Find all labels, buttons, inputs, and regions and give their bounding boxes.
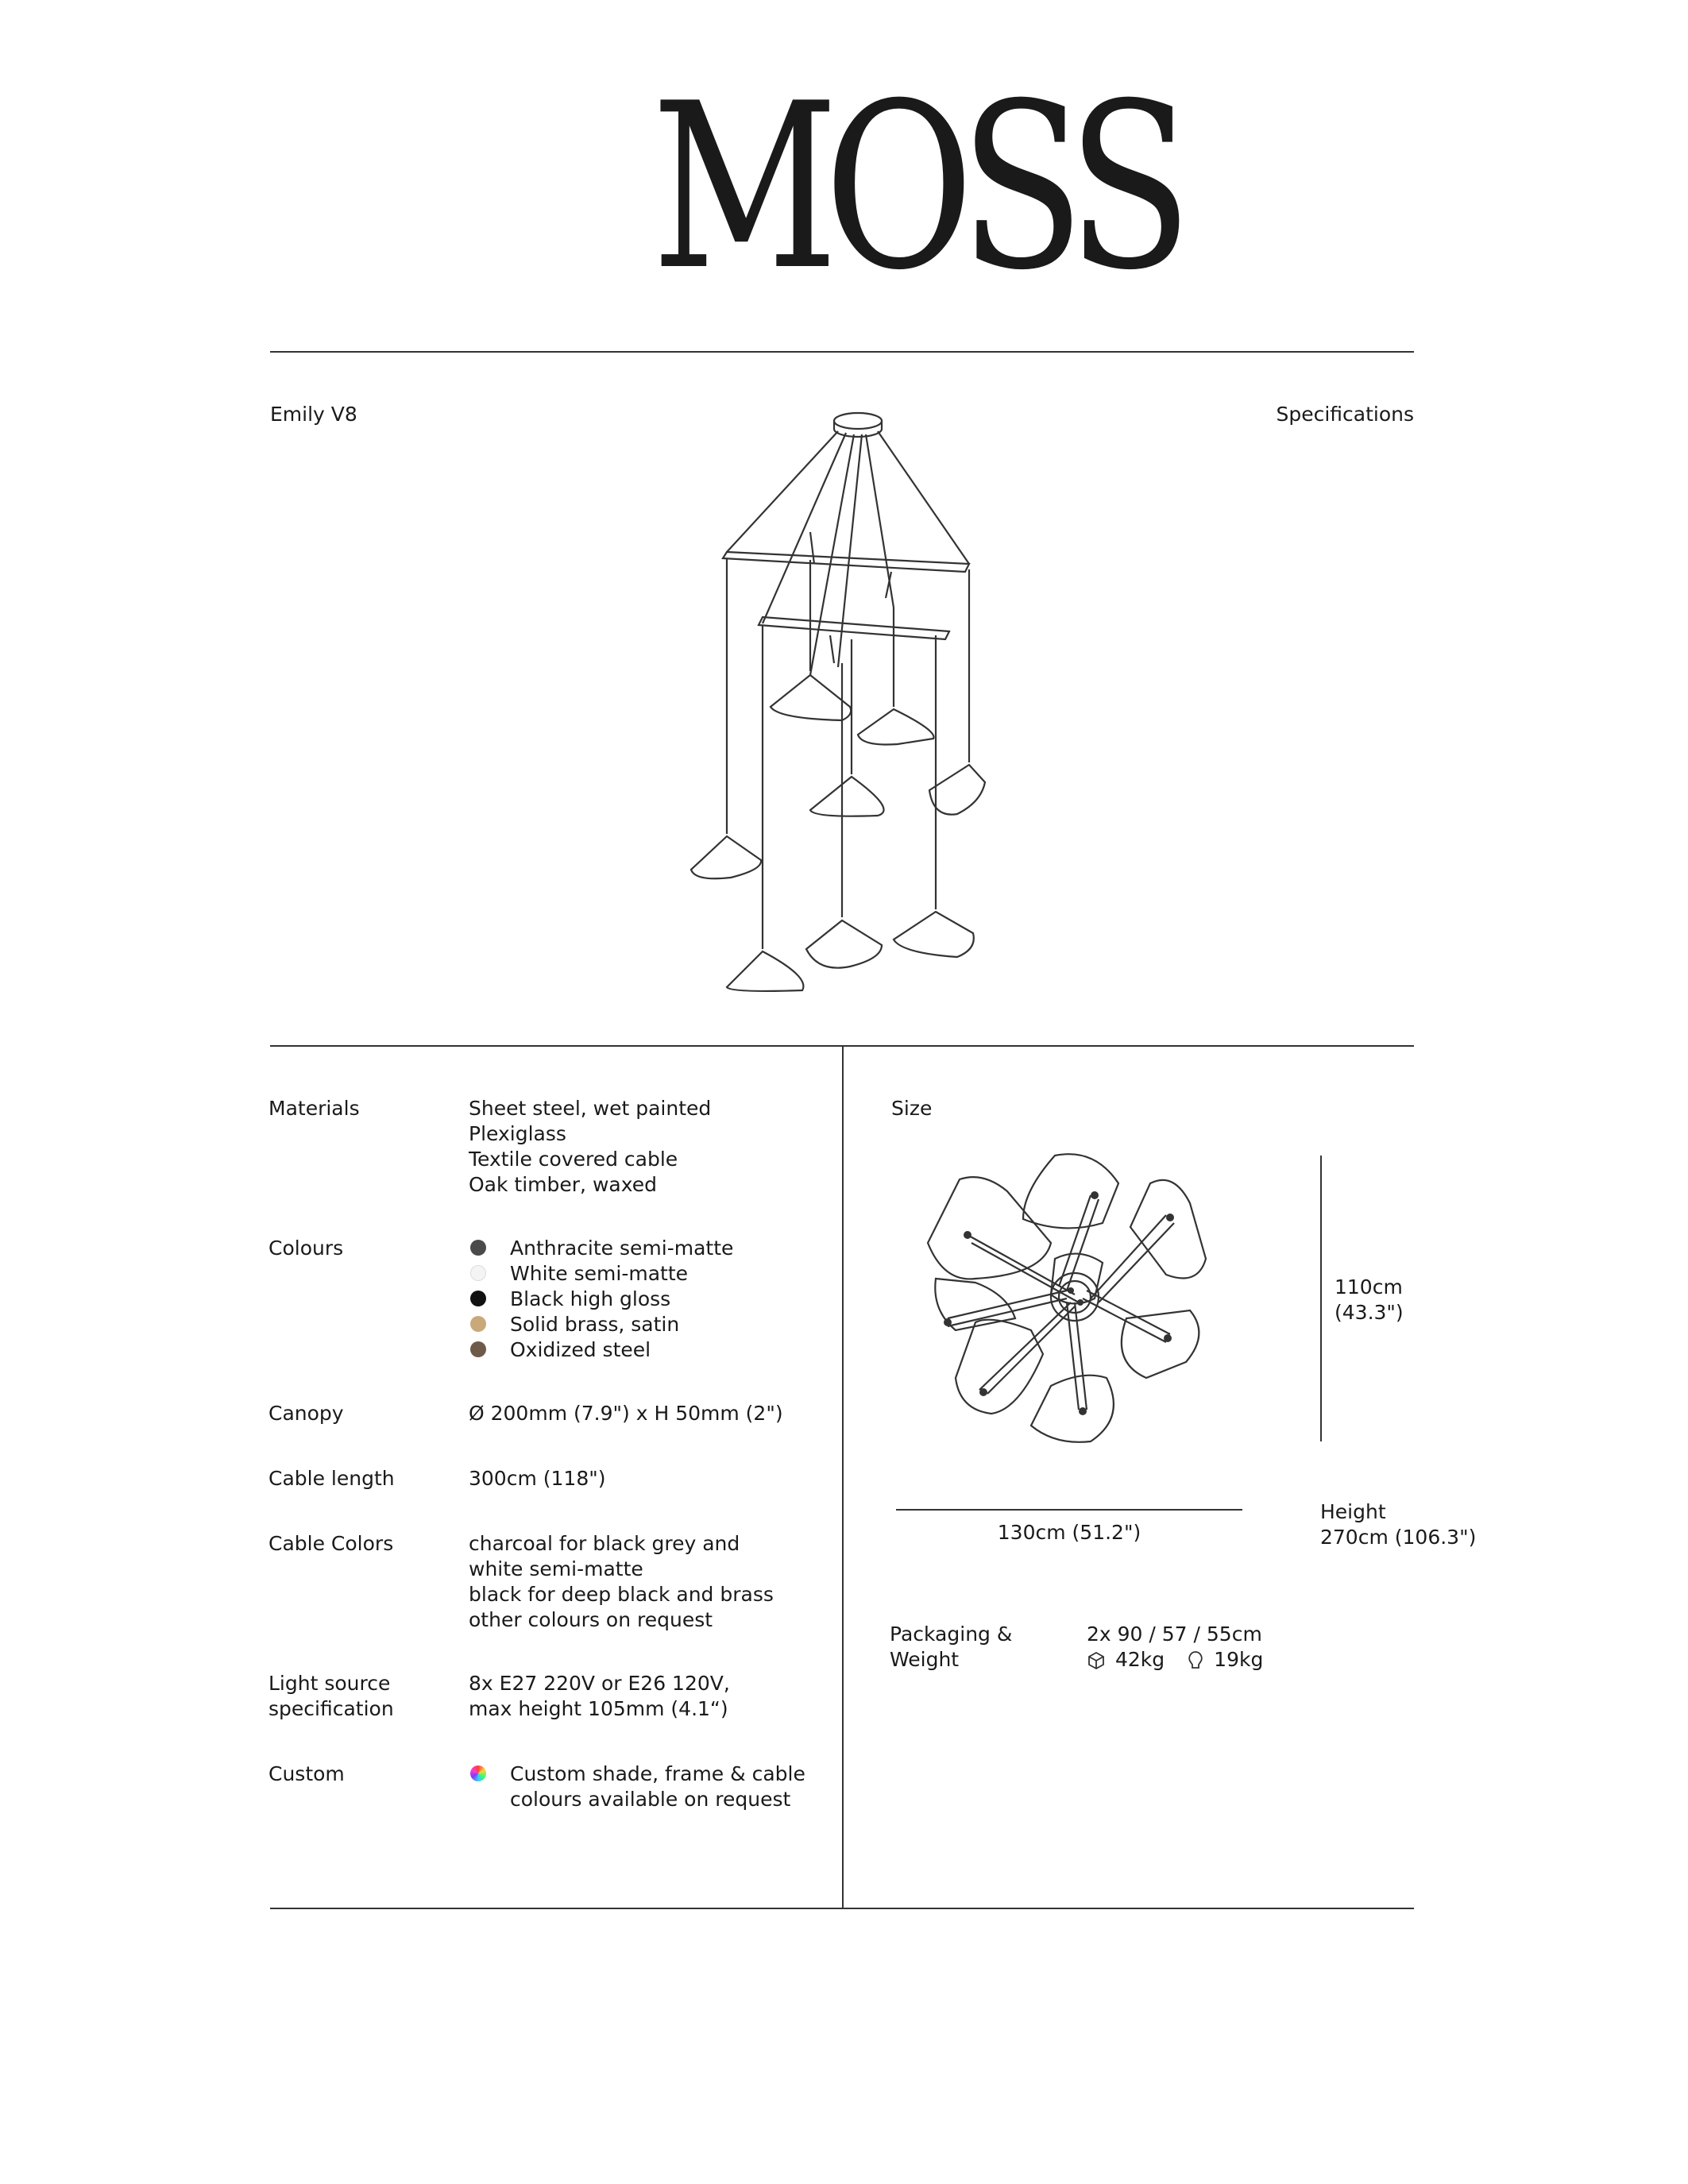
- custom-value: Custom shade, frame & cable: [510, 1762, 805, 1785]
- column-divider: [842, 1045, 844, 1909]
- depth-dimension: [1335, 1275, 1404, 1325]
- size-label: Size: [891, 1097, 933, 1120]
- light-source-value: 8x E27 220V or E26 120V,: [469, 1672, 730, 1695]
- materials-value: Sheet steel, wet painted: [469, 1097, 712, 1120]
- colour-item: [470, 1287, 733, 1312]
- custom-label: Custom: [268, 1762, 345, 1785]
- top-view-diagram: [912, 1148, 1261, 1449]
- colour-name: Solid brass, satin: [510, 1313, 680, 1336]
- depth-dimension-line: [1320, 1156, 1322, 1441]
- canopy-value: Ø 200mm (7.9") x H 50mm (2"): [469, 1402, 783, 1425]
- light-source-label-line: Light source: [268, 1672, 391, 1695]
- colour-swatch-icon: [470, 1265, 486, 1281]
- depth-value: 110cm: [1335, 1275, 1403, 1298]
- box-icon: [1087, 1651, 1106, 1670]
- colour-item: [470, 1337, 733, 1363]
- materials-value: Textile covered cable: [469, 1148, 678, 1171]
- height-label: Height: [1320, 1500, 1386, 1523]
- packaging-boxes: 2x 90 / 57 / 55cm: [1087, 1623, 1262, 1646]
- packaging-values: [1087, 1622, 1263, 1673]
- cable-length-value: 300cm (118"): [469, 1467, 606, 1490]
- product-illustration: [683, 401, 1017, 1005]
- light-source-label-line: specification: [268, 1697, 394, 1720]
- colours-list: [470, 1236, 733, 1363]
- lightbulb-icon: [1187, 1650, 1204, 1671]
- gross-weight: 42kg: [1115, 1648, 1165, 1671]
- rainbow-swatch-icon: [470, 1765, 486, 1781]
- light-source-value: max height 105mm (4.1“): [469, 1697, 728, 1720]
- colour-swatch-icon: [470, 1316, 486, 1332]
- colour-name: Black high gloss: [510, 1287, 671, 1310]
- divider-bottom: [270, 1908, 1414, 1909]
- section-title: Specifications: [1276, 403, 1414, 426]
- colours-label: Colours: [268, 1237, 344, 1260]
- divider-top: [270, 351, 1414, 353]
- cable-length-label: Cable length: [268, 1467, 395, 1490]
- colour-item: [470, 1312, 733, 1337]
- colour-name: White semi-matte: [510, 1262, 689, 1285]
- net-weight: 19kg: [1214, 1648, 1264, 1671]
- packaging-label-line: Weight: [890, 1648, 960, 1671]
- custom-value: colours available on request: [510, 1788, 791, 1811]
- materials-values: [469, 1096, 711, 1198]
- colour-name: Anthracite semi-matte: [510, 1237, 734, 1260]
- colour-name: Oxidized steel: [510, 1338, 651, 1361]
- packaging-label: [890, 1622, 1012, 1673]
- product-name: Emily V8: [270, 403, 357, 426]
- canopy-label: Canopy: [268, 1402, 344, 1425]
- packaging-label-line: Packaging &: [890, 1623, 1013, 1646]
- colour-swatch-icon: [470, 1240, 486, 1256]
- width-dimension: 130cm (51.2"): [997, 1521, 1141, 1544]
- light-source-label: [268, 1671, 394, 1722]
- packaging-weights: [1087, 1647, 1263, 1673]
- colour-item: [470, 1261, 733, 1287]
- height-value: 270cm (106.3"): [1320, 1526, 1477, 1549]
- colour-item: [470, 1236, 733, 1261]
- colour-swatch-icon: [470, 1341, 486, 1357]
- cable-colors-values: [469, 1531, 774, 1633]
- materials-value: Oak timber, waxed: [469, 1173, 657, 1196]
- cable-colors-value: white semi-matte: [469, 1557, 643, 1580]
- cable-colors-label: Cable Colors: [268, 1532, 394, 1555]
- colour-swatch-icon: [470, 1291, 486, 1306]
- width-dimension-line: [896, 1509, 1242, 1511]
- light-source-values: [469, 1671, 730, 1722]
- materials-label: Materials: [268, 1097, 360, 1120]
- materials-value: Plexiglass: [469, 1122, 566, 1145]
- cable-colors-value: black for deep black and brass: [469, 1583, 774, 1606]
- cable-colors-value: other colours on request: [469, 1608, 713, 1631]
- height-dimension: [1320, 1499, 1476, 1550]
- custom-values: [470, 1761, 805, 1812]
- depth-value-imperial: (43.3"): [1335, 1301, 1404, 1324]
- cable-colors-value: charcoal for black grey and: [469, 1532, 740, 1555]
- brand-logo: MOSS: [651, 56, 1179, 321]
